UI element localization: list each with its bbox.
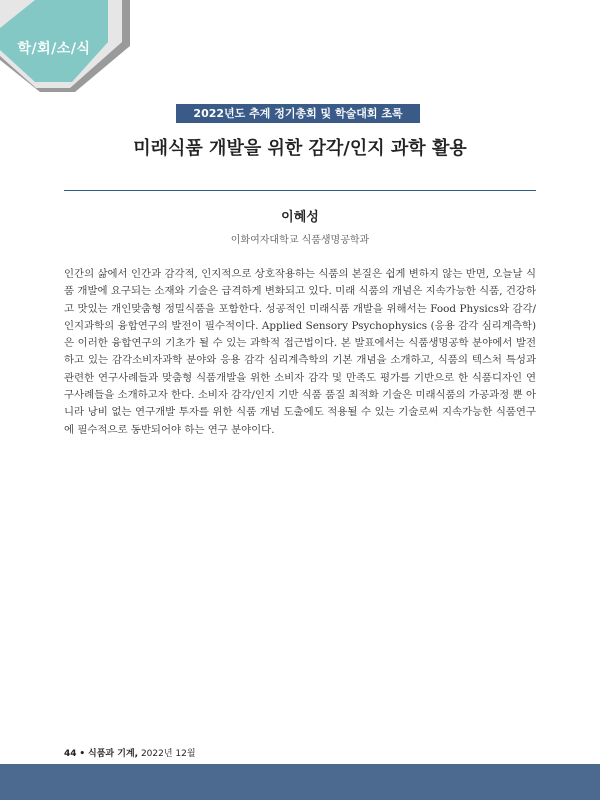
article-title: 미래식품 개발을 위한 감각/인지 과학 활용 <box>133 138 467 159</box>
author-affiliation: 이화여자대학교 식품생명공학과 <box>230 235 370 246</box>
title-divider <box>64 190 536 191</box>
footer-bar <box>0 764 600 800</box>
event-banner: 2022년도 추계 정기총회 및 학술대회 초록 <box>176 104 420 123</box>
page-number: 44 <box>64 749 77 759</box>
issue-date: 2022년 12월 <box>140 749 196 759</box>
footer-separator: • <box>79 749 86 759</box>
author-name: 이혜성 <box>281 210 319 225</box>
abstract-paragraph: 인간의 삶에서 인간과 감각적, 인지적으로 상호작용하는 식품의 본질은 쉽게 변하지 않는 반면, 오늘날 식품 개발에 요구되는 소재와 기술은 급격하게 변화되고 있다. 미래 식품의 개념은 지속가능한 식품, 건강하고 맛있는 개인맞춤형 정밀식품을 포함한다. 성공적인 미래식품 개발을 위해서는 Food Physics와 감각/인지과학의 융합연구의 발전이 필수적이다. Applied Sensory Psychophysics (응용 감각 심리계측학)은 이러한 융합연구의 기초가 될 수 있는 과학적 접근법이다. 본 발표에서는 식품생명공학 분야에서 발전하고 있는 감각소비자과학 분야와 응용 감각 심리계측학의 기본 개념을 소개하고, 식품의 텍스처 특성과 관련한 연구사례들과 맞춤형 식품개발을 위한 소비자 감각 및 만족도 평가를 기반으로 한 식품디자인 연구사례들을 소개하고자 한다. 소비자 감각/인지 기반 식품 품질 최적화 기술은 미래식품의 가공과정 뿐 아니라 낭비 없는 연구개발 투자를 위한 식품 개념 도출에도 적용될 수 있는 기술로써 지속가능한 식품연구에 필수적으로 동반되어야 하는 연구 분야이다. <box>64 268 536 436</box>
journal-name: 식품과 기계, <box>88 749 139 759</box>
section-label: 학/회/소/식 <box>17 41 91 57</box>
page-footer <box>64 746 196 759</box>
section-corner-badge <box>0 0 130 100</box>
